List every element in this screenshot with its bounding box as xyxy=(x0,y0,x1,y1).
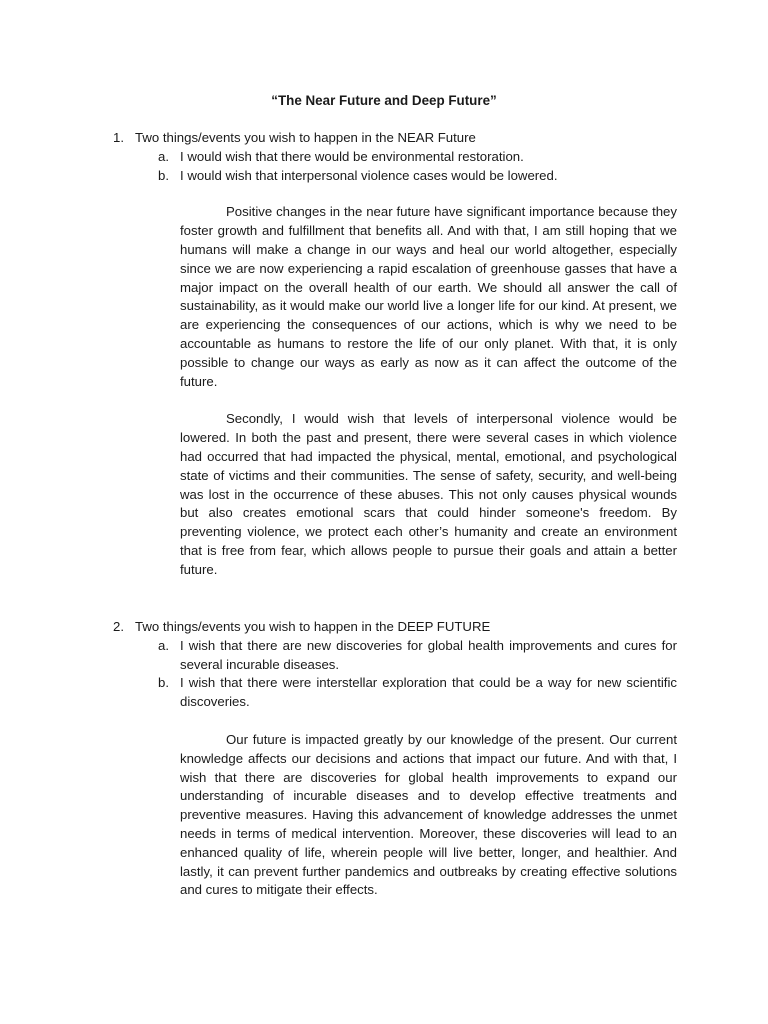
answer-letter: b. xyxy=(158,167,169,183)
answer-item xyxy=(113,167,677,186)
answer-letter: a. xyxy=(158,637,169,653)
answer-list xyxy=(113,637,677,712)
answer-list xyxy=(113,148,677,186)
answer-item xyxy=(113,637,677,675)
question-number: 1. xyxy=(113,130,124,145)
answer-text: I wish that there are new discoveries for global health improvements and cures for several incurable diseases. xyxy=(180,637,677,672)
question-section-deep-future xyxy=(113,618,677,900)
question-prompt: Two things/events you wish to happen in the NEAR Future xyxy=(135,130,476,145)
answer-text: I would wish that there would be environmental restoration. xyxy=(180,148,524,164)
body-paragraph: Our future is impacted greatly by our knowledge of the present. Our current knowledge affects our decisions and actions that impact our future. And with that, I wish that there are discoveries for global health improvements to expand our understanding of incurable diseases and to develop effective treatments and preventive measures. Having this advancement of knowledge addresses the unmet needs in terms of medical intervention. Moreover, these discoveries will lead to an enhanced quality of life, wherein people will live better, longer, and healthier. And lastly, it can prevent further pandemics and outbreaks by creating effective solutions and cures to mitigate their effects. xyxy=(180,731,677,898)
document-title: “The Near Future and Deep Future” xyxy=(271,93,497,108)
question-number: 2. xyxy=(113,619,124,634)
answer-letter: b. xyxy=(158,675,169,691)
body-paragraph: Positive changes in the near future have significant importance because they foster growth and fulfillment that benefits all. And with that, I am still hoping that we humans will make a change in our ways and heal our world altogether, especially since we are now experiencing a rapid escalation of greenhouse gasses that have a major impact on the overall health of our earth. We should all answer the call of sustainability, as it would make our world live a longer life for our kind. At present, we are experiencing the consequences of our actions, which is why we need to be accountable as humans to restore the life of our only planet. With that, it is only possible to change our ways as early as now as it can affect the outcome of the future. xyxy=(180,204,677,389)
question-prompt: Two things/events you wish to happen in the DEEP FUTURE xyxy=(135,619,491,634)
question-heading xyxy=(113,618,677,637)
question-heading xyxy=(113,129,677,148)
answer-item xyxy=(113,674,677,712)
body-paragraph: Secondly, I would wish that levels of interpersonal violence would be lowered. In both the past and present, there were several cases in which violence had occurred that had impacted the physical, mental, emotional, and psychological state of victims and their communities. The sense of safety, security, and well-being was lost in the occurrence of these abuses. This not only causes physical wounds but also creates emotional scars that could hinder someone's freedom. By preventing violence, we protect each other’s humanity and create an environment that is free from fear, which allows people to pursue their goals and attain a better future. xyxy=(180,411,677,577)
answer-text: I would wish that interpersonal violence cases would be lowered. xyxy=(180,167,558,183)
answer-letter: a. xyxy=(158,148,169,164)
answer-item xyxy=(113,148,677,167)
answer-text: I wish that there were interstellar exploration that could be a way for new scientific discoveries. xyxy=(180,675,677,710)
question-section-near-future xyxy=(113,129,677,580)
